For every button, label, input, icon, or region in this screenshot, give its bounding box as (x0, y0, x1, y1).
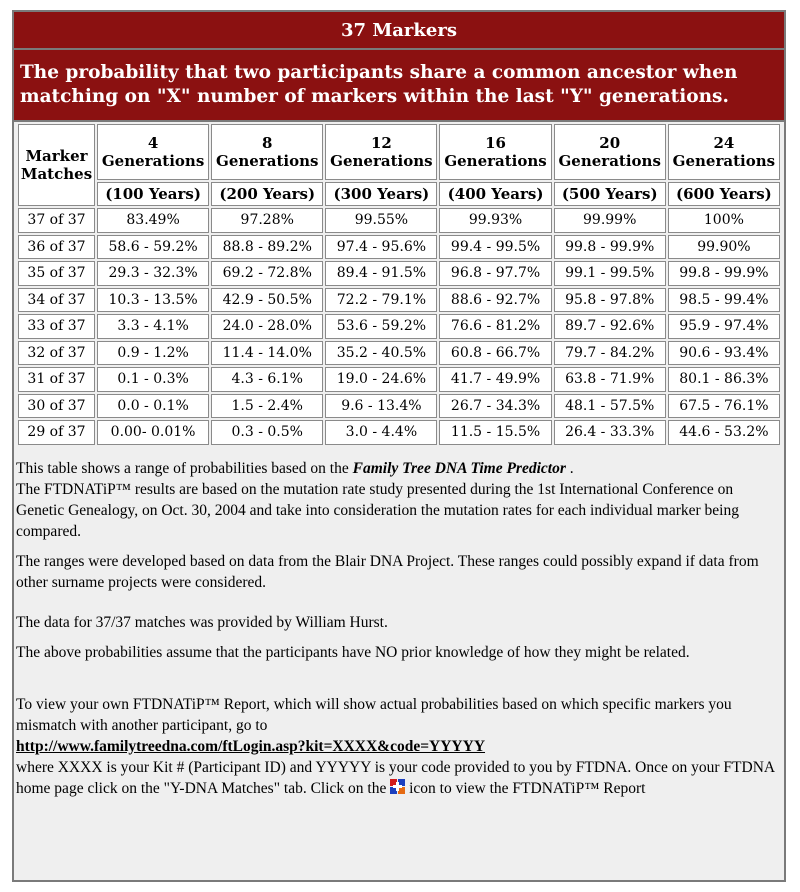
probability-cell: 0.9 - 1.2% (97, 341, 209, 366)
probability-cell: 11.4 - 14.0% (211, 341, 323, 366)
years-header: (100 Years) (97, 182, 209, 206)
probability-cell: 99.4 - 99.5% (439, 235, 551, 260)
corner-header: Marker Matches (18, 124, 95, 206)
explanation-text (16, 458, 782, 799)
probability-cell: 69.2 - 72.8% (211, 261, 323, 286)
ftdna-login-link[interactable]: http://www.familytreedna.com/ftLogin.asp?kit=XXXX&code=YYYYY (16, 738, 486, 755)
probability-cell: 97.4 - 95.6% (325, 235, 437, 260)
row-label: 36 of 37 (18, 235, 95, 260)
column-header-4-gen: 4 Generations (97, 124, 209, 180)
probability-cell: 26.7 - 34.3% (439, 394, 551, 419)
column-header-8-gen: 8 Generations (211, 124, 323, 180)
probability-cell: 35.2 - 40.5% (325, 341, 437, 366)
table-row (18, 394, 780, 419)
probability-cell: 9.6 - 13.4% (325, 394, 437, 419)
years-header: (500 Years) (554, 182, 666, 206)
column-header-20-gen: 20 Generations (554, 124, 666, 180)
intro-paragraph: This table shows a range of probabilities based on the Family Tree DNA Time Predictor . (16, 460, 574, 477)
probability-cell: 44.6 - 53.2% (668, 420, 780, 445)
probability-table (16, 122, 782, 447)
probability-cell: 99.99% (554, 208, 666, 233)
probability-cell: 99.90% (668, 235, 780, 260)
row-label: 34 of 37 (18, 288, 95, 313)
years-header: (400 Years) (439, 182, 551, 206)
table-row (18, 235, 780, 260)
probability-cell: 83.49% (97, 208, 209, 233)
probability-cell: 11.5 - 15.5% (439, 420, 551, 445)
row-label: 29 of 37 (18, 420, 95, 445)
probability-cell: 0.00- 0.01% (97, 420, 209, 445)
column-header-24-gen: 24 Generations (668, 124, 780, 180)
years-header: (200 Years) (211, 182, 323, 206)
column-header-12-gen: 12 Generations (325, 124, 437, 180)
probability-cell: 26.4 - 33.3% (554, 420, 666, 445)
row-label: 37 of 37 (18, 208, 95, 233)
row-label: 33 of 37 (18, 314, 95, 339)
probability-cell: 58.6 - 59.2% (97, 235, 209, 260)
probability-cell: 29.3 - 32.3% (97, 261, 209, 286)
probability-cell: 76.6 - 81.2% (439, 314, 551, 339)
probability-cell: 48.1 - 57.5% (554, 394, 666, 419)
table-row (18, 367, 780, 392)
probability-cell: 0.3 - 0.5% (211, 420, 323, 445)
probability-cell: 79.7 - 84.2% (554, 341, 666, 366)
probability-cell: 88.6 - 92.7% (439, 288, 551, 313)
provided-paragraph: The data for 37/37 matches was provided by William Hurst. (16, 614, 388, 631)
probability-cell: 99.93% (439, 208, 551, 233)
probability-cell: 42.9 - 50.5% (211, 288, 323, 313)
row-label: 31 of 37 (18, 367, 95, 392)
probability-cell: 63.8 - 71.9% (554, 367, 666, 392)
table-row (18, 288, 780, 313)
tip-report-icon[interactable] (390, 779, 405, 794)
probability-cell: 19.0 - 24.6% (325, 367, 437, 392)
probability-cell: 4.3 - 6.1% (211, 367, 323, 392)
probability-cell: 88.8 - 89.2% (211, 235, 323, 260)
probability-cell: 95.8 - 97.8% (554, 288, 666, 313)
table-row (18, 261, 780, 286)
probability-cell: 3.0 - 4.4% (325, 420, 437, 445)
probability-cell: 95.9 - 97.4% (668, 314, 780, 339)
probability-cell: 3.3 - 4.1% (97, 314, 209, 339)
probability-cell: 99.55% (325, 208, 437, 233)
study-paragraph: The FTDNATiP™ results are based on the mutation rate study presented during the 1st International Conference on Genetic Genealogy, on Oct. 30, 2004 and take into consideration the mutation rates for each individual marker being compared. (16, 481, 739, 540)
probability-cell: 67.5 - 76.1% (668, 394, 780, 419)
years-header: (300 Years) (325, 182, 437, 206)
row-label: 35 of 37 (18, 261, 95, 286)
probability-cell: 96.8 - 97.7% (439, 261, 551, 286)
column-header-16-gen: 16 Generations (439, 124, 551, 180)
probability-cell: 98.5 - 99.4% (668, 288, 780, 313)
assumption-paragraph: The above probabilities assume that the participants have NO prior knowledge of how they might be related. (16, 644, 690, 661)
ranges-paragraph: The ranges were developed based on data from the Blair DNA Project. These ranges could possibly expand if data from other surname projects were considered. (16, 553, 759, 591)
table-row (18, 208, 780, 233)
probability-cell: 97.28% (211, 208, 323, 233)
probability-cell: 72.2 - 79.1% (325, 288, 437, 313)
probability-cell: 24.0 - 28.0% (211, 314, 323, 339)
probability-cell: 99.8 - 99.9% (668, 261, 780, 286)
years-header: (600 Years) (668, 182, 780, 206)
probability-cell: 53.6 - 59.2% (325, 314, 437, 339)
probability-cell: 90.6 - 93.4% (668, 341, 780, 366)
probability-cell: 99.8 - 99.9% (554, 235, 666, 260)
probability-cell: 10.3 - 13.5% (97, 288, 209, 313)
probability-cell: 100% (668, 208, 780, 233)
document-frame (12, 10, 786, 882)
table-row (18, 420, 780, 445)
probability-cell: 80.1 - 86.3% (668, 367, 780, 392)
view-report-paragraph: To view your own FTDNATiP™ Report, which will show actual probabilities based on which specific markers you mismatch with another participant, go to http://www.familytreedna.com/ftLogin.asp?kit=XXXX&code=YYYYY where XXXX is your Kit # (Participant ID) and YYYYY is your code provided to you by FTDNA. Once on your FTDNA home page click on the "Y-DNA Matches" tab. Click on the icon to view the FTDNATiP™ Report (16, 696, 775, 797)
probability-cell: 0.1 - 0.3% (97, 367, 209, 392)
probability-cell: 0.0 - 0.1% (97, 394, 209, 419)
probability-cell: 89.4 - 91.5% (325, 261, 437, 286)
table-description: The probability that two participants share a common ancestor when matching on "X" number of markers within the last "Y" generations. (14, 50, 784, 122)
row-label: 30 of 37 (18, 394, 95, 419)
predictor-name: Family Tree DNA Time Predictor (352, 460, 566, 477)
table-row (18, 314, 780, 339)
page-title: 37 Markers (14, 12, 784, 50)
table-row (18, 341, 780, 366)
probability-cell: 1.5 - 2.4% (211, 394, 323, 419)
probability-cell: 99.1 - 99.5% (554, 261, 666, 286)
probability-cell: 89.7 - 92.6% (554, 314, 666, 339)
probability-cell: 60.8 - 66.7% (439, 341, 551, 366)
row-label: 32 of 37 (18, 341, 95, 366)
probability-cell: 41.7 - 49.9% (439, 367, 551, 392)
